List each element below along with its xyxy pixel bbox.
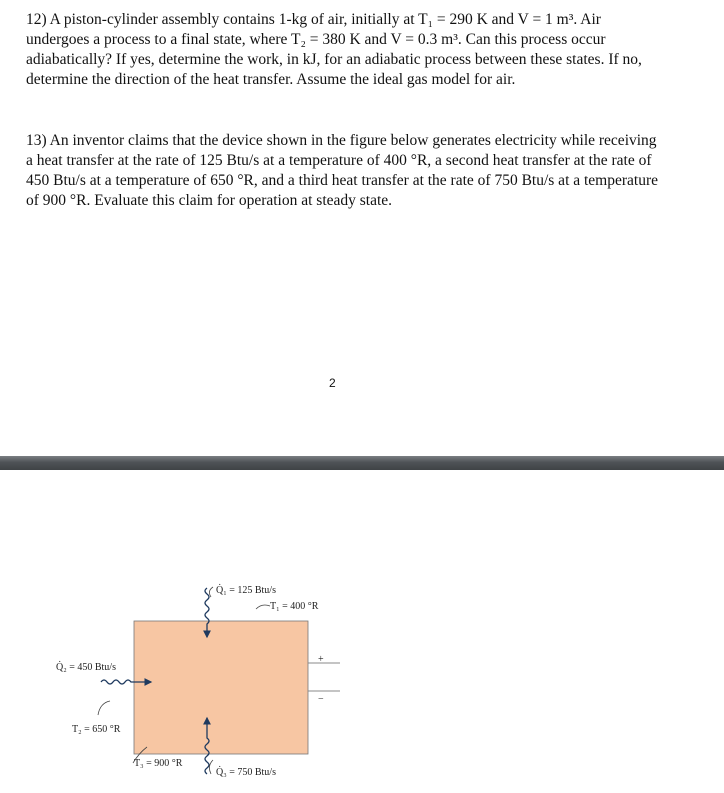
q1-label: Q̇₁ = 125 Btu/s bbox=[216, 585, 276, 596]
t1-leader-line bbox=[256, 605, 270, 609]
terminal-plus: + bbox=[318, 654, 324, 665]
problem-13-text: 13) An inventor claims that the device shown in the figure below generates electricity while receiving a heat transfer at the rate of 125 Btu/s at a temperature of 400 °R, a second heat transfer at the rate of 450 Btu/s at a temperature of 650 °R, and a third heat transfer at the rate of 750 Btu/s at a temperature of 900 °R. Evaluate this claim for operation at steady state. bbox=[26, 132, 659, 209]
page-divider bbox=[0, 456, 724, 470]
q3-label: Q̇₃ = 750 Btu/s bbox=[216, 767, 276, 778]
t3-label: T₃ = 900 °R bbox=[134, 758, 183, 769]
page-number: 2 bbox=[329, 376, 336, 390]
q1-leader-line bbox=[209, 587, 213, 597]
t2-label: T₂ = 650 °R bbox=[72, 724, 121, 735]
terminal-minus: − bbox=[318, 694, 324, 705]
t2-leader-line bbox=[98, 701, 110, 715]
q3-leader-line bbox=[209, 760, 213, 774]
q2-label: Q̇₂ = 450 Btu/s bbox=[56, 662, 116, 673]
problem-12-text: 12) A piston-cylinder assembly contains 1-kg of air, initially at T₁ = 290 K and V = 1 m³. Air undergoes a process to a final state, where T₂ = 380 K and V = 0.3 m³. Can this process occur adiabatically? If yes, determine the work, in kJ, for an adiabatic process between these states. If no, determine the direction of the heat transfer. Assume the ideal gas model for air. bbox=[26, 11, 642, 88]
device-figure bbox=[0, 470, 724, 793]
device-box bbox=[134, 621, 308, 754]
t1-label: T₁ = 400 °R bbox=[270, 601, 319, 612]
